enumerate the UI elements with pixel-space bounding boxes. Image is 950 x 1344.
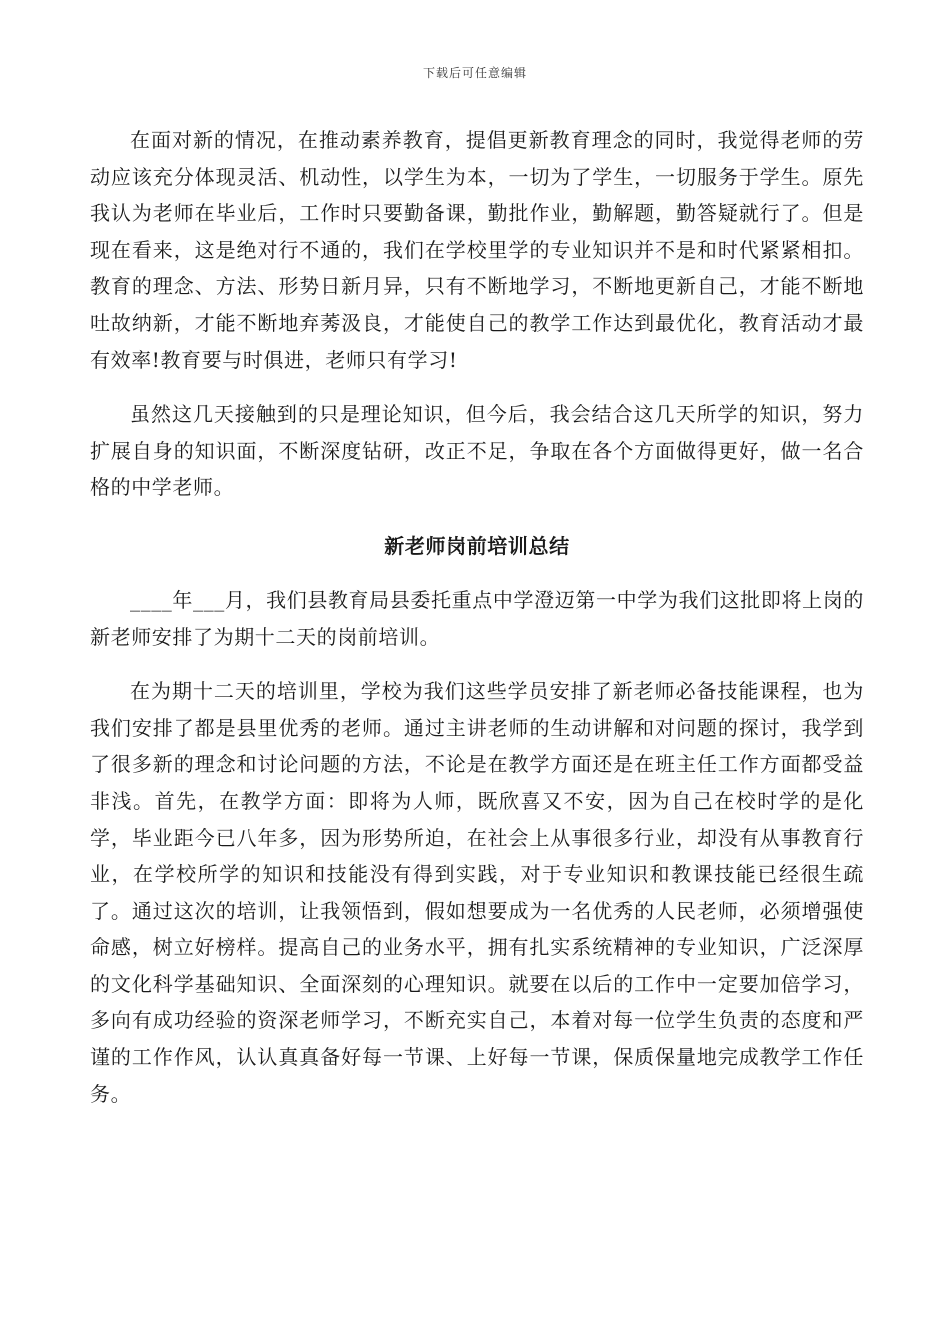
page-header: 下载后可任意编辑: [422, 66, 527, 80]
document-body: [90, 122, 864, 1112]
paragraph: 在面对新的情况，在推动素养教育，提倡更新教育理念的同时，我觉得老师的劳动应该充分体现灵活、机动性，以学生为本，一切为了学生，一切服务于学生。原先我认为老师在毕业后，工作时只要勤备课，勤批作业，勤解题，勤答疑就行了。但是现在看来，这是绝对行不通的，我们在学校里学的专业知识并不是和时代紧紧相扣。教育的理念、方法、形势日新月异，只有不断地学习，不断地更新自己，才能不断地吐故纳新，才能不断地弃莠汲良，才能使自己的教学工作达到最优化，教育活动才最有效率!教育要与时俱进，老师只有学习!: [90, 128, 864, 372]
section-title: 新老师岗前培训总结: [384, 533, 570, 558]
paragraph: 在为期十二天的培训里，学校为我们这些学员安排了新老师必备技能课程，也为我们安排了都是县里优秀的老师。通过主讲老师的生动讲解和对问题的探讨，我学到了很多新的理念和讨论问题的方法，不论是在教学方面还是在班主任工作方面都受益非浅。首先，在教学方面：即将为人师，既欣喜又不安，因为自己在校时学的是化学，毕业距今已八年多，因为形势所迫，在社会上从事很多行业，却没有从事教育行业，在学校所学的知识和技能没有得到实践，对于专业知识和教课技能已经很生疏了。通过这次的培训，让我领悟到，假如想要成为一名优秀的人民老师，必须增强使命感，树立好榜样。提高自己的业务水平，拥有扎实系统精神的专业知识，广泛深厚的文化科学基础知识、全面深刻的心理知识。就要在以后的工作中一定要加倍学习，多向有成功经验的资深老师学习，不断充实自己，本着对每一位学生负责的态度和严谨的工作作风，认认真真备好每一节课、上好每一节课，保质保量地完成教学工作任务。: [90, 679, 864, 1106]
paragraph: ____年___月，我们县教育局县委托重点中学澄迈第一中学为我们这批即将上岗的新老师安排了为期十二天的岗前培训。: [90, 587, 864, 649]
paragraph: 虽然这几天接触到的只是理论知识，但今后，我会结合这几天所学的知识，努力扩展自身的知识面，不断深度钻研，改正不足，争取在各个方面做得更好，做一名合格的中学老师。: [90, 402, 864, 500]
